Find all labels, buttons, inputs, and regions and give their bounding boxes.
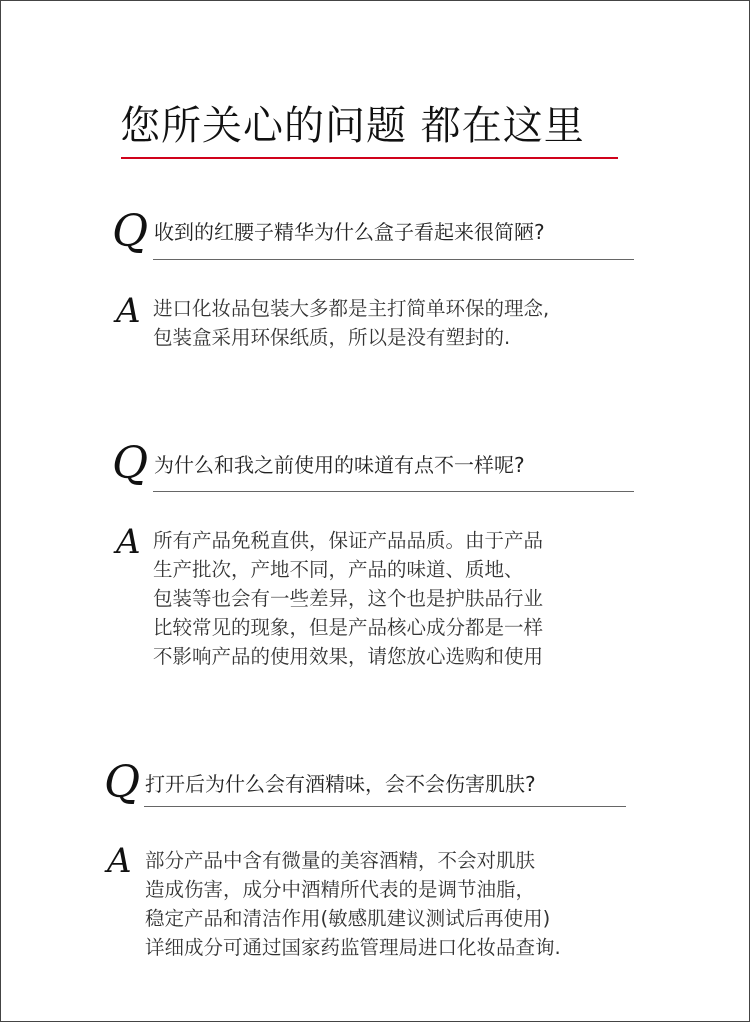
question-mark-letter: Q bbox=[112, 438, 149, 489]
question-underline bbox=[153, 491, 634, 492]
answer-line: 所有产品免税直供，保证产品品质。由于产品 bbox=[153, 529, 544, 552]
answer-mark-letter: A bbox=[116, 291, 141, 331]
answer-line: 详细成分可通过国家药监管理局进口化妆品查询. bbox=[145, 936, 561, 959]
answer-text bbox=[153, 526, 543, 671]
page-title: 您所关心的问题 都在这里 bbox=[120, 103, 585, 149]
answer-mark-letter: A bbox=[107, 841, 132, 881]
title-underline bbox=[121, 157, 618, 159]
answer-line: 稳定产品和清洁作用(敏感肌建议测试后再使用) bbox=[145, 907, 551, 930]
answer-line: 进口化妆品包装大多都是主打简单环保的理念, bbox=[153, 297, 550, 320]
question-text: 收到的红腰子精华为什么盒子看起来很简陋? bbox=[154, 220, 545, 244]
question-mark-letter: Q bbox=[104, 757, 141, 808]
answer-line: 包装盒采用环保纸质，所以是没有塑封的. bbox=[153, 326, 511, 349]
question-underline bbox=[153, 259, 634, 260]
answer-line: 部分产品中含有微量的美容酒精，不会对肌肤 bbox=[145, 849, 536, 872]
answer-line: 造成伤害，成分中酒精所代表的是调节油脂， bbox=[145, 878, 536, 901]
answer-text bbox=[145, 846, 561, 962]
answer-line: 生产批次，产地不同，产品的味道、质地、 bbox=[153, 558, 524, 581]
answer-line: 比较常见的现象，但是产品核心成分都是一样 bbox=[153, 616, 544, 639]
question-text: 打开后为什么会有酒精味，会不会伤害肌肤? bbox=[145, 772, 536, 796]
question-underline bbox=[144, 806, 626, 807]
answer-line: 不影响产品的使用效果，请您放心选购和使用 bbox=[153, 645, 544, 668]
question-text: 为什么和我之前使用的味道有点不一样呢? bbox=[154, 453, 525, 477]
answer-text bbox=[153, 294, 549, 352]
answer-line: 包装等也会有一些差异，这个也是护肤品行业 bbox=[153, 587, 544, 610]
answer-mark-letter: A bbox=[116, 522, 141, 562]
question-mark-letter: Q bbox=[112, 206, 149, 257]
